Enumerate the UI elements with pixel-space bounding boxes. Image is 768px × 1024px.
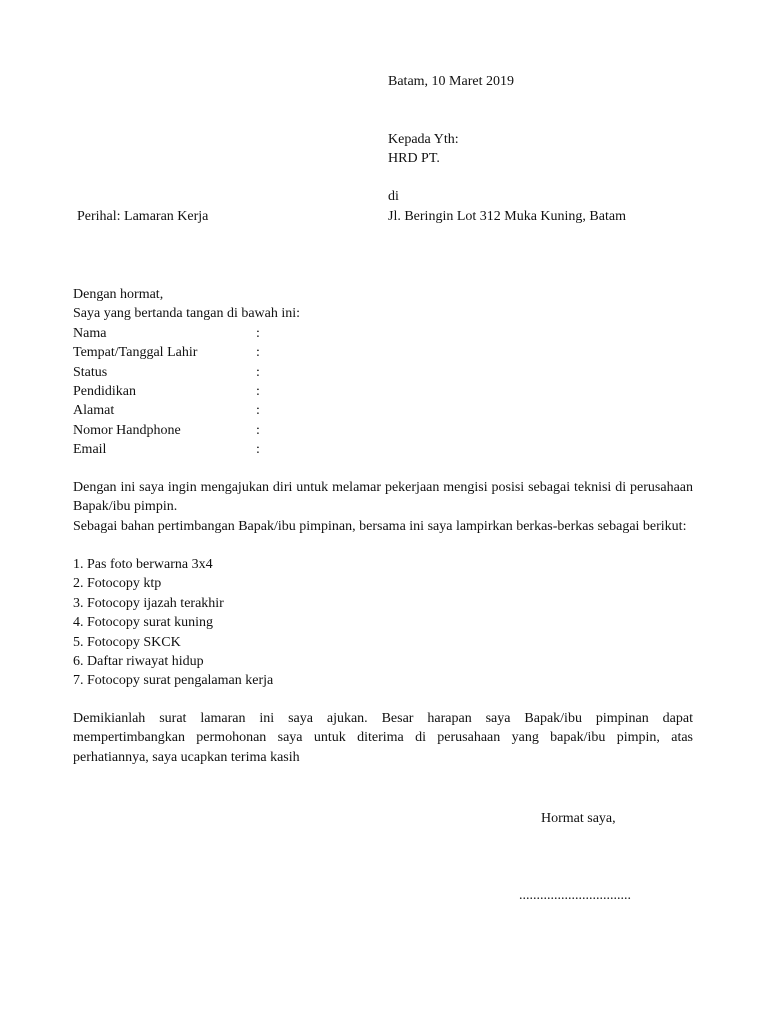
field-colon: : xyxy=(256,345,260,361)
field-label: Nama xyxy=(73,325,107,341)
applicant-details xyxy=(73,285,693,460)
recipient-line-3: di xyxy=(388,189,399,204)
signature-regards: Hormat saya, xyxy=(541,811,616,826)
list-item: 5. Fotocopy SKCK xyxy=(73,634,181,650)
list-item: 2. Fotocopy ktp xyxy=(73,576,162,592)
field-row xyxy=(73,324,693,343)
list-item: 6. Daftar riwayat hidup xyxy=(73,654,204,670)
field-colon: : xyxy=(256,403,260,419)
field-row xyxy=(73,421,693,440)
field-label: Pendidikan xyxy=(73,383,136,399)
field-label: Email xyxy=(73,442,107,458)
list-item: 3. Fotocopy ijazah terakhir xyxy=(73,595,224,611)
letter-date: Batam, 10 Maret 2019 xyxy=(388,74,514,89)
recipient-line-1: Kepada Yth: xyxy=(388,132,459,147)
application-paragraph: Dengan ini saya ingin mengajukan diri untuk melamar pekerjaan mengisi posisi sebagai teknisi di perusahaan Bapak/ibu pimpin. xyxy=(73,480,693,515)
signature-line: ................................ xyxy=(519,888,631,903)
field-label: Status xyxy=(73,364,108,380)
greeting: Dengan hormat, xyxy=(73,287,164,302)
field-colon: : xyxy=(256,325,260,341)
list-item: 4. Fotocopy surat kuning xyxy=(73,615,213,631)
list-item: 1. Pas foto berwarna 3x4 xyxy=(73,557,213,572)
list-item: 7. Fotocopy surat pengalaman kerja xyxy=(73,673,274,689)
recipient-line-2: HRD PT. xyxy=(388,151,440,166)
closing-paragraph: Demikianlah surat lamaran ini saya ajukan. Besar harapan saya Bapak/ibu pimpinan dapat mempertimbangkan permohonan saya untuk diterima di perusahaan yang bapak/ibu pimpin, atas perhatiannya, saya ucapkan terima kasih xyxy=(73,711,693,765)
field-colon: : xyxy=(256,383,260,399)
field-label: Tempat/Tanggal Lahir xyxy=(73,345,198,361)
field-row xyxy=(73,440,693,459)
field-row xyxy=(73,401,693,420)
field-row xyxy=(73,363,693,382)
field-label: Nomor Handphone xyxy=(73,422,181,438)
field-colon: : xyxy=(256,442,260,458)
attachments-list xyxy=(73,555,693,691)
field-colon: : xyxy=(256,422,260,438)
field-label: Alamat xyxy=(73,403,115,419)
attachments-intro: Sebagai bahan pertimbangan Bapak/ibu pimpinan, bersama ini saya lampirkan berkas-berkas sebagai berikut: xyxy=(73,519,687,534)
intro-line: Saya yang bertanda tangan di bawah ini: xyxy=(73,306,301,322)
field-colon: : xyxy=(256,364,260,380)
field-row xyxy=(73,343,693,362)
recipient-address: Jl. Beringin Lot 312 Muka Kuning, Batam xyxy=(388,209,626,224)
letter-subject: Perihal: Lamaran Kerja xyxy=(77,209,209,224)
field-row xyxy=(73,382,693,401)
